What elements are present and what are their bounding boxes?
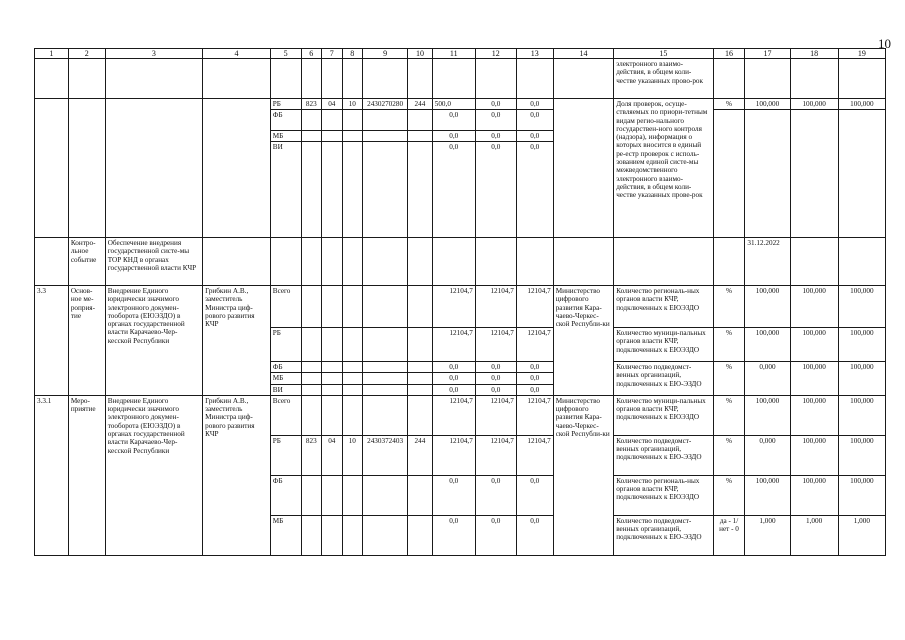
amount-cell: 12104,7 xyxy=(516,435,553,475)
cell: 244 xyxy=(408,435,433,475)
value-cell: 100,000 xyxy=(745,475,790,515)
amount-cell: 0,0 xyxy=(475,373,516,384)
column-header: 14 xyxy=(553,49,613,59)
column-header: 3 xyxy=(105,49,202,59)
table-row xyxy=(35,395,886,435)
amount-cell: 12104,7 xyxy=(475,328,516,362)
amount-cell: 0,0 xyxy=(516,373,553,384)
page-number: 10 xyxy=(878,36,891,51)
amount-cell: 0,0 xyxy=(516,110,553,130)
unit-cell: % xyxy=(713,286,745,328)
value-cell: 100,000 xyxy=(790,99,838,110)
date-cell: 31.12.2022 xyxy=(745,238,790,286)
row-type: Меро-приятие xyxy=(68,395,105,555)
amount-cell: 0,0 xyxy=(475,362,516,373)
table-row xyxy=(35,59,886,99)
row-name: Внедрение Единого юридически значимого электронного докумен-тооборота (ЕЮЭЗДО) в органах государственной власти Карачаево-Чер-кесской Республики xyxy=(105,395,202,555)
amount-cell: 12104,7 xyxy=(475,435,516,475)
row-number: 3.3.1 xyxy=(35,395,69,555)
indicator-text: Доля проверок, осуще-ствляемых по приори-тетным видам регио-нального государствен-ного контроля (надзора), информация о которых вносится в единый ре-естр проверок с исполь-зованием единой систе-мы межведомственного электронного взаимо-действия, в общем коли-честве указанных прове-рок xyxy=(614,99,713,238)
unit-cell: % xyxy=(713,435,745,475)
amount-cell: 0,0 xyxy=(516,515,553,555)
funding-source: МБ xyxy=(270,515,301,555)
funding-source: ФБ xyxy=(270,475,301,515)
value-cell: 100,000 xyxy=(745,328,790,362)
funding-source: ФБ xyxy=(270,110,301,130)
amount-cell: 0,0 xyxy=(475,475,516,515)
amount-cell: 0,0 xyxy=(475,384,516,395)
indicator-text: Количество подведомст-венных организаций, подключенных к ЕЮ-ЭЗДО xyxy=(614,362,713,396)
unit-cell: да - 1/ нет - 0 xyxy=(713,515,745,555)
amount-cell: 12104,7 xyxy=(475,395,516,435)
value-cell: 100,000 xyxy=(745,99,790,110)
amount-cell: 12104,7 xyxy=(432,328,475,362)
amount-cell: 0,0 xyxy=(475,130,516,141)
funding-source: РБ xyxy=(270,328,301,362)
value-cell: 100,000 xyxy=(745,395,790,435)
value-cell: 100,000 xyxy=(838,99,885,110)
value-cell: 1,000 xyxy=(838,515,885,555)
column-header: 15 xyxy=(614,49,713,59)
cell: 2430372403 xyxy=(363,435,408,475)
row-number: 3.3 xyxy=(35,286,69,396)
indicator-text: Количество муници-пальных органов власти КЧР, подключенных к ЕЮЭЗДО xyxy=(614,328,713,362)
amount-cell: 0,0 xyxy=(432,373,475,384)
column-header: 4 xyxy=(203,49,271,59)
row-name: Внедрение Единого юридически значимого электронного докумен-тооборота (ЕЮЭЗДО) в органах государственной власти Карачаево-Чер-кесской Республики xyxy=(105,286,202,396)
unit-cell: % xyxy=(713,362,745,396)
amount-cell: 12104,7 xyxy=(516,395,553,435)
column-header: 1 xyxy=(35,49,69,59)
amount-cell: 0,0 xyxy=(432,142,475,238)
value-cell: 100,000 xyxy=(838,475,885,515)
value-cell: 100,000 xyxy=(838,286,885,328)
funding-source: МБ xyxy=(270,130,301,141)
column-header: 13 xyxy=(516,49,553,59)
amount-cell: 0,0 xyxy=(475,110,516,130)
funding-source: МБ xyxy=(270,373,301,384)
value-cell: 100,000 xyxy=(790,328,838,362)
amount-cell: 0,0 xyxy=(432,515,475,555)
indicator-text: Количество муници-пальных органов власти КЧР, подключенных к ЕЮЭЗДО xyxy=(614,395,713,435)
value-cell: 1,000 xyxy=(790,515,838,555)
amount-cell: 0,0 xyxy=(516,142,553,238)
amount-cell: 0,0 xyxy=(475,99,516,110)
row-name: Обеспечение внедрения государственной систе-мы ТОР КНД в органах государственной власти КЧР xyxy=(105,238,202,286)
program-table xyxy=(34,48,886,556)
amount-cell: 0,0 xyxy=(432,110,475,130)
responsible-person: Грибкин А.В., заместитель Министра циф-рового развития КЧР xyxy=(203,395,271,555)
amount-cell: 0,0 xyxy=(516,130,553,141)
value-cell: 100,000 xyxy=(790,395,838,435)
column-header-row xyxy=(35,49,886,59)
value-cell: 100,000 xyxy=(838,328,885,362)
column-header: 7 xyxy=(322,49,343,59)
column-header: 2 xyxy=(68,49,105,59)
amount-cell: 0,0 xyxy=(516,99,553,110)
indicator-text: Количество региональ-ных органов власти КЧР, подключенных к ЕЮЭЗДО xyxy=(614,286,713,328)
value-cell: 100,000 xyxy=(838,362,885,396)
value-cell: 100,000 xyxy=(745,286,790,328)
column-header: 19 xyxy=(838,49,885,59)
amount-cell: 0,0 xyxy=(516,475,553,515)
cell: 244 xyxy=(408,99,433,110)
executor: Министерство цифрового развития Кара-чаево-Черкес-ской Республи-ки xyxy=(553,395,613,555)
cell: 823 xyxy=(301,435,322,475)
column-header: 6 xyxy=(301,49,322,59)
value-cell: 100,000 xyxy=(790,362,838,396)
table-row xyxy=(35,99,886,110)
cell: 10 xyxy=(342,99,363,110)
column-header: 18 xyxy=(790,49,838,59)
funding-source: ФБ xyxy=(270,362,301,373)
table-row xyxy=(35,286,886,328)
amount-cell: 0,0 xyxy=(475,142,516,238)
amount-cell: 12104,7 xyxy=(432,395,475,435)
indicator-text: Количество региональ-ных органов власти КЧР, подключенных к ЕЮЭЗДО xyxy=(614,475,713,515)
value-cell: 0,000 xyxy=(745,435,790,475)
column-header: 8 xyxy=(342,49,363,59)
column-header: 17 xyxy=(745,49,790,59)
value-cell: 0,000 xyxy=(745,362,790,396)
amount-cell: 0,0 xyxy=(516,362,553,373)
column-header: 16 xyxy=(713,49,745,59)
value-cell: 100,000 xyxy=(790,435,838,475)
indicator-text: Количество подведомст-венных организаций, подключенных к ЕЮ-ЭЗДО xyxy=(614,515,713,555)
column-header: 12 xyxy=(475,49,516,59)
unit-cell: % xyxy=(713,99,745,110)
amount-cell: 0,0 xyxy=(432,475,475,515)
cell: 04 xyxy=(322,435,343,475)
indicator-text: электронного взаимо-действия, в общем коли-честве указанных прово-рок xyxy=(614,59,713,99)
funding-source: ВИ xyxy=(270,384,301,395)
value-cell: 1,000 xyxy=(745,515,790,555)
row-type: Основ-ное ме-роприя-тие xyxy=(68,286,105,396)
column-header: 5 xyxy=(270,49,301,59)
cell: 04 xyxy=(322,99,343,110)
amount-cell: 500,0 xyxy=(432,99,475,110)
funding-source: Всего xyxy=(270,286,301,328)
value-cell: 100,000 xyxy=(838,435,885,475)
funding-source: Всего xyxy=(270,395,301,435)
responsible-person: Грибкин А.В., заместитель Министра циф-рового развития КЧР xyxy=(203,286,271,396)
amount-cell: 0,0 xyxy=(432,362,475,373)
amount-cell: 12104,7 xyxy=(516,328,553,362)
cell: 2430270280 xyxy=(363,99,408,110)
unit-cell: % xyxy=(713,328,745,362)
amount-cell: 0,0 xyxy=(432,130,475,141)
amount-cell: 12104,7 xyxy=(516,286,553,328)
amount-cell: 0,0 xyxy=(432,384,475,395)
amount-cell: 12104,7 xyxy=(475,286,516,328)
value-cell: 100,000 xyxy=(790,286,838,328)
funding-source: РБ xyxy=(270,99,301,110)
amount-cell: 0,0 xyxy=(516,384,553,395)
cell: 823 xyxy=(301,99,322,110)
unit-cell: % xyxy=(713,395,745,435)
column-header: 10 xyxy=(408,49,433,59)
row-type: Контро-льное событие xyxy=(68,238,105,286)
value-cell: 100,000 xyxy=(790,475,838,515)
column-header: 11 xyxy=(432,49,475,59)
amount-cell: 12104,7 xyxy=(432,435,475,475)
value-cell: 100,000 xyxy=(838,395,885,435)
amount-cell: 0,0 xyxy=(475,515,516,555)
cell: 10 xyxy=(342,435,363,475)
column-header: 9 xyxy=(363,49,408,59)
control-event-row xyxy=(35,238,886,286)
indicator-text: Количество подведомст-венных организаций, подключенных к ЕЮ-ЭЗДО xyxy=(614,435,713,475)
executor: Министерство цифрового развития Кара-чаево-Черкес-ской Республи-ки xyxy=(553,286,613,396)
funding-source: РБ xyxy=(270,435,301,475)
unit-cell: % xyxy=(713,475,745,515)
amount-cell: 12104,7 xyxy=(432,286,475,328)
funding-source: ВИ xyxy=(270,142,301,238)
